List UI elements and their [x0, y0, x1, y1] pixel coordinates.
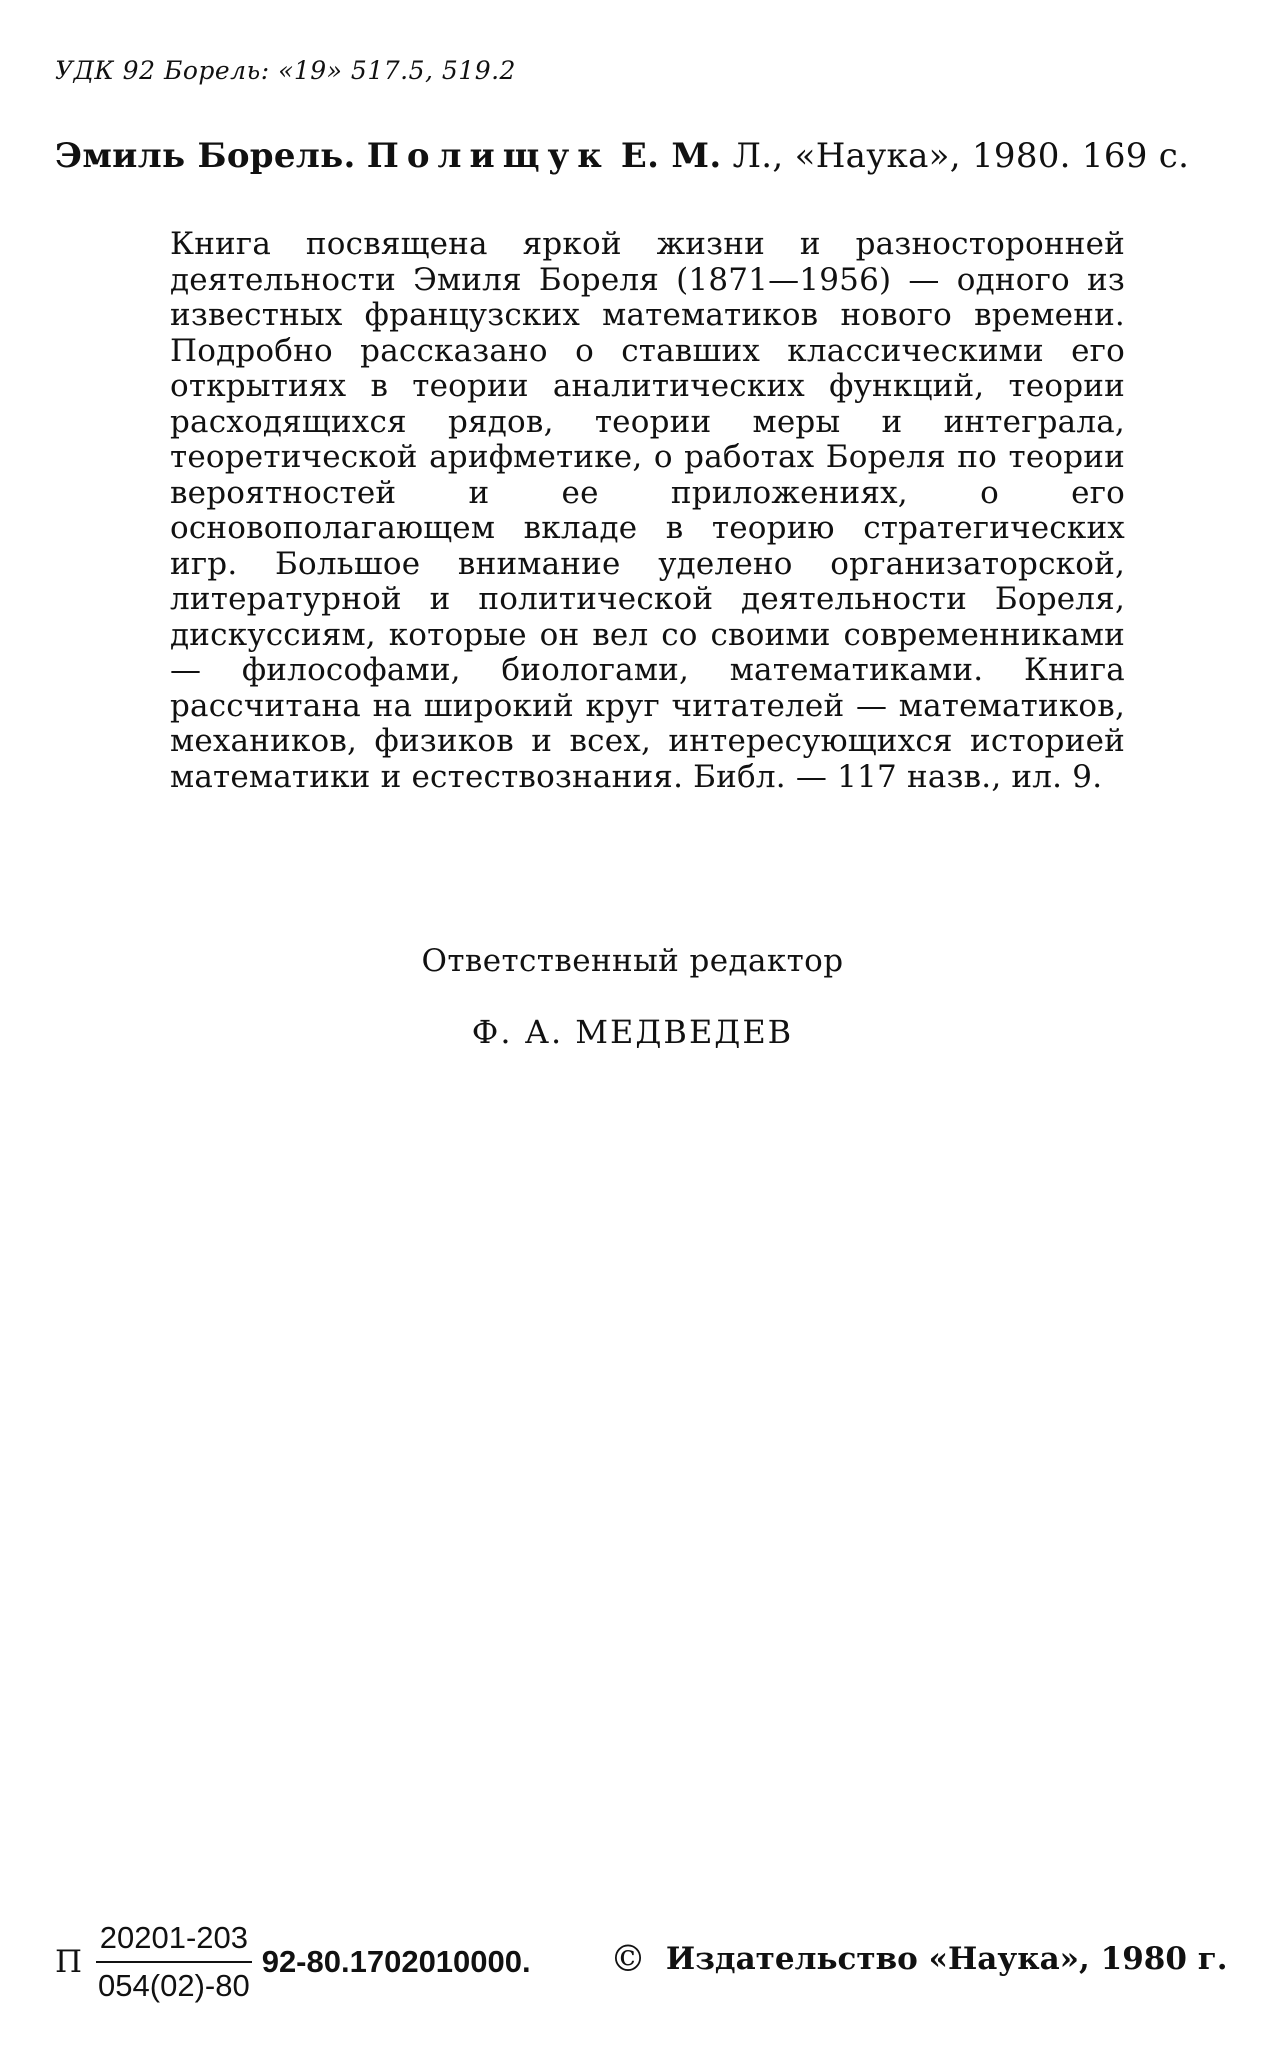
- udk-classification: УДК 92 Борель: «19» 517.5, 519.2: [55, 56, 516, 85]
- copyright-text: Издательство «Наука», 1980 г.: [665, 1941, 1228, 1977]
- responsible-editor-label: Ответственный редактор: [421, 943, 844, 979]
- book-abstract: Книга посвящена яркой жизни и разносторонней деятельности Эмиля Бореля (1871—1956) — одного из известных французских математиков нового времени. Подробно рассказано о ставших классическими его открытиях в теории аналитических функций, теории расходящихся рядов, теории меры и интеграла, теоретической арифметике, о работах Бореля по теории вероятностей и ее приложениях, о его основополагающем вкладе в теорию стратегических игр. Большое внимание уделено организаторской, литературной и политической деятельности Бореля, дискуссиям, которые он вел со своими современниками — философами, биологами, математиками. Книга рассчитана на широкий круг читателей — математиков, механиков, физиков и всех, интересующихся историей математики и естествознания. Библ. — 117 назв., ил. 9.: [170, 226, 1125, 795]
- copyright-line: [610, 1939, 1228, 1980]
- imprint-code: [55, 1908, 531, 2016]
- imprint-code-denominator: 054(02)-80: [98, 1968, 250, 2003]
- citation-subject: Эмиль Борель.: [55, 136, 356, 176]
- citation-author-surname: Полищук: [366, 136, 610, 176]
- copyright-icon: ©: [610, 1939, 646, 1980]
- imprint-code-fraction: [94, 1921, 254, 2003]
- citation-author-initials: Е. М.: [620, 136, 722, 176]
- imprint-code-number: 92-80.1702010000.: [261, 1944, 531, 1979]
- bibliographic-citation: [55, 136, 1189, 176]
- imprint-code-letter: П: [55, 1944, 83, 1980]
- citation-imprint: Л., «Наука», 1980. 169 с.: [732, 136, 1190, 176]
- responsible-editor-name: Ф. А. МЕДВЕДЕВ: [471, 1013, 794, 1051]
- imprint-code-numerator: 20201-203: [96, 1921, 252, 1963]
